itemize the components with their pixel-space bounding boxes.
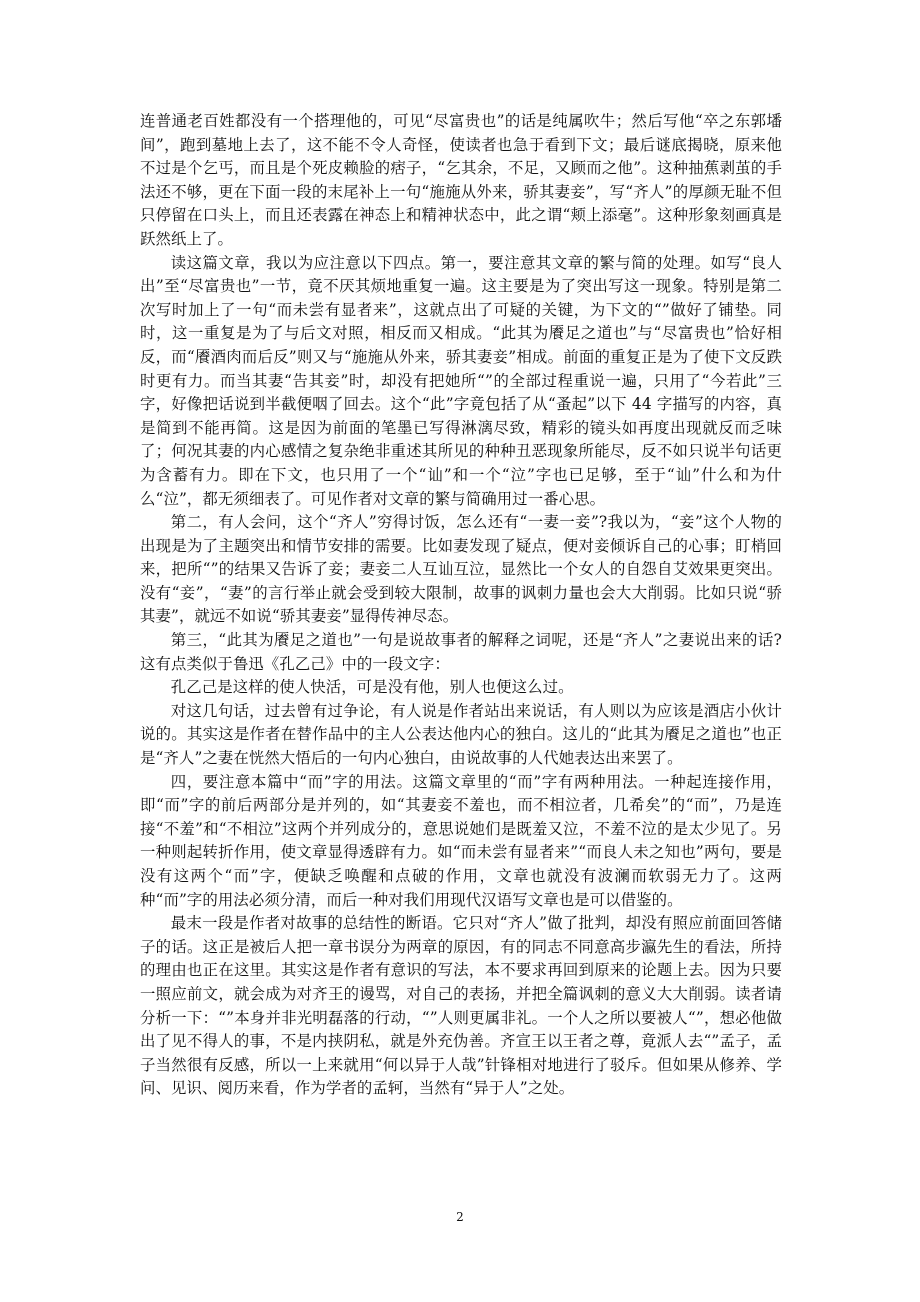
paragraph: 最末一段是作者对故事的总结性的断语。它只对“齐人”做了批判，却没有照应前面回答储子的话。这正是被后人把一章书误分为两章的原因，有的同志不同意高步瀛先生的看法，所持的理由也正在这里。其实这是作者有意识的写法，本不要求再回到原来的论题上去。因为只要一照应前文，就会成为对齐王的谩骂，对自己的表扬，并把全篇讽刺的意义大大削弱。读者请分析一下：“”本身并非光明磊落的行动，“”人则更属非礼。一个人之所以要被人“”，想必他做出了见不得人的事，不是内挟阴私，就是外充伪善。齐宣王以王者之尊，竟派人去“”孟子，孟子当然很有反感，所以一上来就用“何以异于人哉”针锋相对地进行了驳斥。但如果从修养、学问、见识、阅历来看，作为学者的孟轲，当然有“异于人”之处。 (140, 914, 782, 1098)
paragraph: 连普通老百姓都没有一个搭理他的，可见“尽富贵也”的话是纯属吹牛；然后写他“卒之东郭墦间”，跑到墓地上去了，这不能不令人奇怪，使读者也急于看到下文；最后谜底揭晓，原来他不过是个乞丐，而且是个死皮赖脸的痞子，“乞其余，不足，又顾而之他”。这种抽蕉剥茧的手法还不够，更在下面一段的末尾补上一句“施施从外来，骄其妻妾”，写“齐人”的厚颜无耻不但只停留在口头上，而且还表露在神态上和精神状态中，此之谓“颊上添毫”。这种形象刻画真是跃然纸上了。 (140, 112, 782, 248)
page-number: 2 (456, 1210, 464, 1224)
quotation: 孔乙己是这样的使人快活，可是没有他，别人也便这么过。 (170, 678, 574, 697)
paragraph: 第三，“此其为餍足之道也”一句是说故事者的解释之词呢，还是“齐人”之妻说出来的话?这有点类似于鲁迅《孔乙己》中的一段文字： (140, 631, 782, 673)
article-body (140, 110, 782, 1101)
paragraph: 四，要注意本篇中“而”字的用法。这篇文章里的“而”字有两种用法。一种起连接作用，即“而”字的前后两部分是并列的，如“其妻妾不羞也，而不相泣者，几希矣”的“而”，乃是连接“不羞”和“不相泣”这两个并列成分的，意思说她们是既羞又泣，不羞不泣的是太少见了。另一种则起转折作用，使文章显得透辟有力。如“而未尝有显者来”“而良人未之知也”两句，要是没有这两个“而”字，便缺乏唤醒和点破的作用，文章也就没有波澜而软弱无力了。这两种“而”字的用法必须分清，而后一种对我们用现代汉语写文章也是可以借鉴的。 (140, 772, 782, 909)
paragraph: 对这几句话，过去曾有过争论，有人说是作者站出来说话，有人则以为应该是酒店小伙计说的。其实这是作者在替作品中的主人公表达他内心的独白。这儿的“此其为餍足之道也”也正是“齐人”之妻在恍然大悟后的一句内心独白，由说故事的人代她表达出来罢了。 (140, 701, 782, 768)
paragraph: 第二，有人会问，这个“齐人”穷得讨饭，怎么还有“一妻一妾”?我以为，“妾”这个人物的出现是为了主题突出和情节安排的需要。比如妻发现了疑点，便对妾倾诉自己的心事；盯梢回来，把所“”的结果又告诉了妾；妻妾二人互讪互泣，显然比一个女人的自怨自艾效果更突出。没有“妾”，“妻”的言行举止就会受到较大限制，故事的讽刺力量也会大大削弱。比如只说“骄其妻”，就远不如说“骄其妻妾”显得传神尽态。 (140, 513, 782, 626)
paragraph: 读这篇文章，我以为应注意以下四点。第一，要注意其文章的繁与简的处理。如写“良人出”至“尽富贵也”一节，竟不厌其烦地重复一遍。这主要是为了突出写这一现象。特别是第二次写时加上了一句“而未尝有显者来”，这就点出了可疑的关键，为下文的“”做好了铺垫。同时，这一重复是为了与后文对照，相反而又相成。“此其为餍足之道也”与“尽富贵也”恰好相反，而“餍酒肉而后反”则又与“施施从外来，骄其妻妾”相成。前面的重复正是为了使下文反跌时更有力。而当其妻“告其妾”时，却没有把她所“”的全部过程重说一遍，只用了“今若此”三字，好像把话说到半截便咽了回去。这个“此”字竟包括了从“蚤起”以下 44 字描写的内容，真是简到不能再简。这是因为前面的笔墨已写得淋漓尽致，精彩的镜头如再度出现就反而乏味了；何况其妻的内心感情之复杂绝非重述其所见的种种丑恶现象所能尽，反不如只说半句话更为含蓄有力。即在下文，也只用了一个“讪”和一个“泣”字也已足够，至于“讪”什么和为什么“泣”，都无须细表了。可见作者对文章的繁与简确用过一番心思。 (140, 253, 782, 508)
